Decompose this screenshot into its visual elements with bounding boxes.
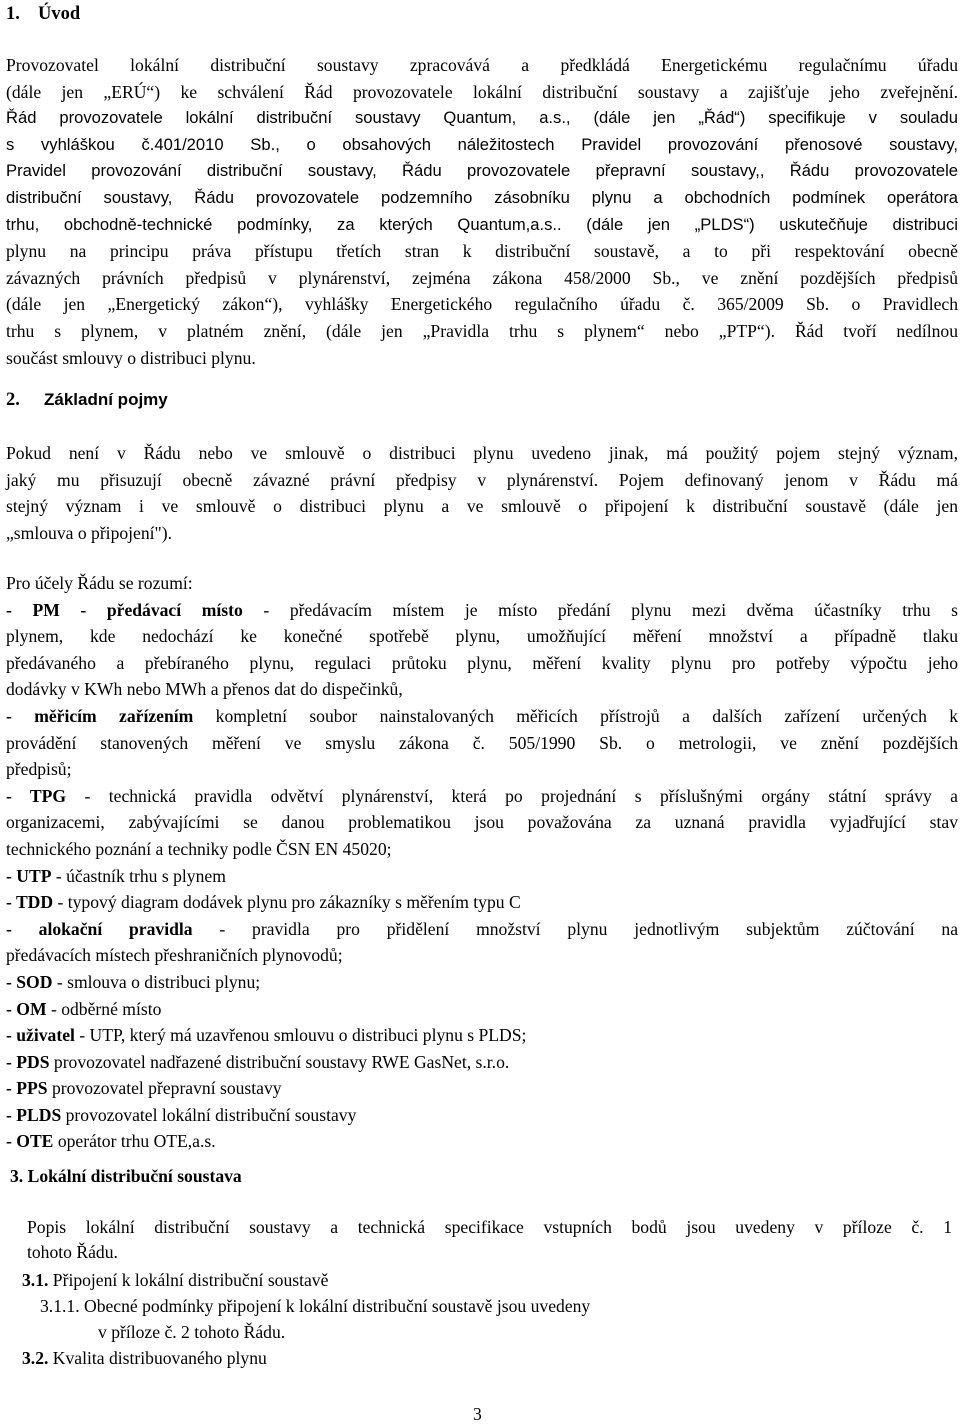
definition-line (6, 783, 958, 810)
definition-item (6, 597, 958, 703)
definition-item (6, 1049, 958, 1076)
section-1-title: Úvod (38, 4, 81, 24)
paragraph-line: Provozovatel lokální distribuční soustavy zpracovává a předkládá Energetickému regulačnímu úřadu (6, 55, 958, 75)
paragraph-line: „smlouva o připojení"). (6, 522, 172, 543)
definition-line (6, 650, 958, 677)
section-3-number: 3. (10, 1166, 24, 1186)
definition-text: - odběrné místo (46, 998, 162, 1019)
definition-line (6, 756, 958, 783)
section-1-heading (6, 4, 80, 25)
definition-line (6, 889, 958, 916)
section-1-paragraph (6, 52, 958, 371)
definition-term: - alokační pravidla (6, 918, 193, 939)
definition-text: operátor trhu OTE,a.s. (53, 1131, 216, 1152)
subsection-3-1 (22, 1268, 328, 1293)
definitions-heading: Pro účely Řádu se rozumí: (6, 573, 193, 593)
paragraph-line: jaký mu přisuzují obecně závazné právní předpisy v plynárenství. Pojem definovaný jenom v Řádu má (6, 469, 958, 490)
definition-item (6, 969, 958, 996)
definition-text: provádění stanovených měření ve smyslu zákona č. 505/1990 Sb. o metrologii, ve znění pozdějších (6, 732, 958, 753)
subsection-number: 3.2. (22, 1348, 49, 1368)
definition-term: - UTP (6, 865, 52, 886)
section-3-heading (10, 1166, 242, 1187)
definitions-list (6, 570, 958, 1155)
definition-item (6, 1102, 958, 1129)
definition-text: - předávacím místem je místo předání plynu mezi dvěma účastníky trhu s (242, 599, 958, 620)
definition-item (6, 703, 958, 783)
definition-term: - OM (6, 998, 47, 1019)
definition-text: - účastník trhu s plynem (51, 865, 226, 886)
paragraph-line: součást smlouvy o distribuci plynu. (6, 347, 256, 368)
definition-text: provozovatel nadřazené distribuční soustavy RWE GasNet, s.r.o. (49, 1051, 510, 1072)
paragraph-line: Pravidel provozování distribuční soustavy, Řádu provozovatele přepravní soustavy,, Řádu provozovatele (6, 161, 958, 181)
paragraph-line: trhu, obchodně-technické podmínky, za kterých Quantum,a.s.. (dále jen „PLDS“) uskutečňuje distribuci (6, 214, 958, 234)
definition-text: organizacemi, zabývajícími se danou problematikou jsou považována za uznaná pravidla vyjadřující stav (6, 812, 958, 833)
subsection-title: Kvalita distribuovaného plynu (52, 1348, 267, 1368)
definition-line (6, 676, 958, 703)
definition-line (6, 1128, 958, 1155)
section-2-number: 2. (6, 390, 20, 410)
definition-text: - smlouva o distribuci plynu; (52, 971, 261, 992)
definition-item (6, 889, 958, 916)
definition-line (6, 730, 958, 757)
definition-item (6, 783, 958, 863)
definitions-container (6, 597, 958, 1155)
paragraph-line: Popis lokální distribuční soustavy a technická specifikace vstupních bodů jsou uvedeny v příloze č. 1 (27, 1217, 952, 1237)
definition-text: - technická pravidla odvětví plynárenství, která po projednání s příslušnými orgány státní správy a (66, 785, 958, 806)
definition-term: - PM - předávací místo (6, 599, 243, 620)
definition-term: - TPG (6, 785, 67, 806)
definition-line (6, 1075, 958, 1102)
definition-line (6, 863, 958, 890)
paragraph-line: s vyhláškou č.401/2010 Sb., o obsahových náležitostech Pravidel provozování přenosové soustavy, (6, 134, 958, 154)
paragraph-line: distribuční soustavy, Řádu provozovatele podzemního zásobníku plynu a obchodních podmínek operátora (6, 187, 958, 207)
definition-line (6, 809, 958, 836)
page-number: 3 (473, 1404, 482, 1424)
section-3-title: Lokální distribuční soustava (27, 1166, 242, 1186)
paragraph-line: Řád provozovatele lokální distribuční soustavy Quantum, a.s., (dále jen „Řád“) specifikuje v souladu (6, 108, 958, 128)
definition-item (6, 996, 958, 1023)
paragraph-line: trhu s plynem, v platném znění, (dále jen „Pravidla trhu s plynem“ nebo „PTP“). Řád tvoří nedílnou (6, 320, 958, 341)
definition-item (6, 1075, 958, 1102)
definition-text: předávaného a přebíraného plynu, regulaci průtoku plynu, měření kvality plynu pro potřeby výpočtu jeho (6, 652, 958, 673)
paragraph-line: plynu na principu práva přístupu třetích stran k distribuční soustavě, a to při respektování obecně (6, 241, 958, 262)
definition-text: předpisů; (6, 759, 72, 780)
definition-line (6, 942, 958, 969)
section-2-title: Základní pojmy (44, 390, 168, 409)
definition-line (6, 836, 958, 863)
section-3-intro (27, 1215, 952, 1265)
subsection-text: Obecné podmínky připojení k lokální distribuční soustavě jsou uvedeny (84, 1296, 591, 1316)
definition-line (6, 623, 958, 650)
definition-line (6, 597, 958, 624)
paragraph-line: Pokud není v Řádu nebo ve smlouvě o distribuci plynu uvedeno jinak, má použitý pojem stejný význam, (6, 443, 958, 463)
definition-term: - PPS (6, 1078, 48, 1099)
definition-line (6, 969, 958, 996)
definition-text: provozovatel přepravní soustavy (47, 1078, 282, 1099)
definition-item (6, 1022, 958, 1049)
definition-term: - PLDS (6, 1104, 62, 1125)
paragraph-line: tohoto Řádu. (27, 1242, 118, 1262)
definition-text: plynem, kde nedochází ke konečné spotřebě plynu, umožňující měření množství a případně tlaku (6, 626, 958, 647)
section-2-intro (6, 440, 958, 546)
definition-term: - OTE (6, 1131, 54, 1152)
definition-text: - typový diagram dodávek plynu pro zákazníky s měřením typu C (53, 892, 521, 913)
definition-line (6, 916, 958, 943)
definition-text: technického poznání a techniky podle ČSN EN 45020; (6, 838, 392, 859)
paragraph-line: stejný význam i ve smlouvě o distribuci plynu a ve smlouvě o připojení k distribuční soustavě (dále jen (6, 496, 958, 517)
subsection-3-1-1-cont (98, 1320, 285, 1345)
subsection-title: Připojení k lokální distribuční soustavě (52, 1270, 329, 1290)
definition-item (6, 916, 958, 969)
definition-line (6, 996, 958, 1023)
definition-term: - SOD (6, 971, 53, 992)
subsection-text: v příloze č. 2 tohoto Řádu. (98, 1322, 286, 1342)
definition-text: provozovatel lokální distribuční soustavy (61, 1104, 357, 1125)
definition-item (6, 1128, 958, 1155)
definition-term: - TDD (6, 892, 54, 913)
definition-text: dodávky v KWh nebo MWh a přenos dat do dispečinků, (6, 679, 403, 700)
definition-line (6, 703, 958, 730)
definition-term: - uživatel (6, 1025, 75, 1046)
definition-line (6, 1022, 958, 1049)
definition-text: - UTP, který má uzavřenou smlouvu o distribuci plynu s PLDS; (74, 1025, 527, 1046)
definition-text: - pravidla pro přidělení množství plynu jednotlivým subjektům zúčtování na (192, 918, 958, 939)
subsection-3-1-1 (40, 1294, 590, 1319)
definition-text: předávacích místech přeshraničních plynovodů; (6, 945, 343, 966)
definition-item (6, 863, 958, 890)
definition-text: kompletní soubor nainstalovaných měřicích přístrojů a dalších zařízení určených k (193, 705, 959, 726)
subsection-3-2 (22, 1346, 267, 1371)
paragraph-line: (dále jen „ERÚ“) ke schválení Řád provozovatele lokální distribuční soustavy a zajišťuje jeho zveřejnění. (6, 81, 958, 102)
definition-term: - PDS (6, 1051, 50, 1072)
definition-line (6, 1049, 958, 1076)
definition-line (6, 1102, 958, 1129)
definition-term: - měřicím zařízením (6, 705, 194, 726)
paragraph-line: (dále jen „Energetický zákon“), vyhlášky Energetického regulačního úřadu č. 365/2009 Sb. o Pravidlech (6, 294, 958, 315)
paragraph-line: závazných právních předpisů v plynárenství, zejména zákona 458/2000 Sb., ve znění pozdějších předpisů (6, 267, 958, 288)
section-1-number: 1. (6, 4, 20, 24)
subsection-number: 3.1.1. (40, 1296, 80, 1316)
section-2-heading (6, 390, 168, 411)
subsection-number: 3.1. (22, 1270, 49, 1290)
